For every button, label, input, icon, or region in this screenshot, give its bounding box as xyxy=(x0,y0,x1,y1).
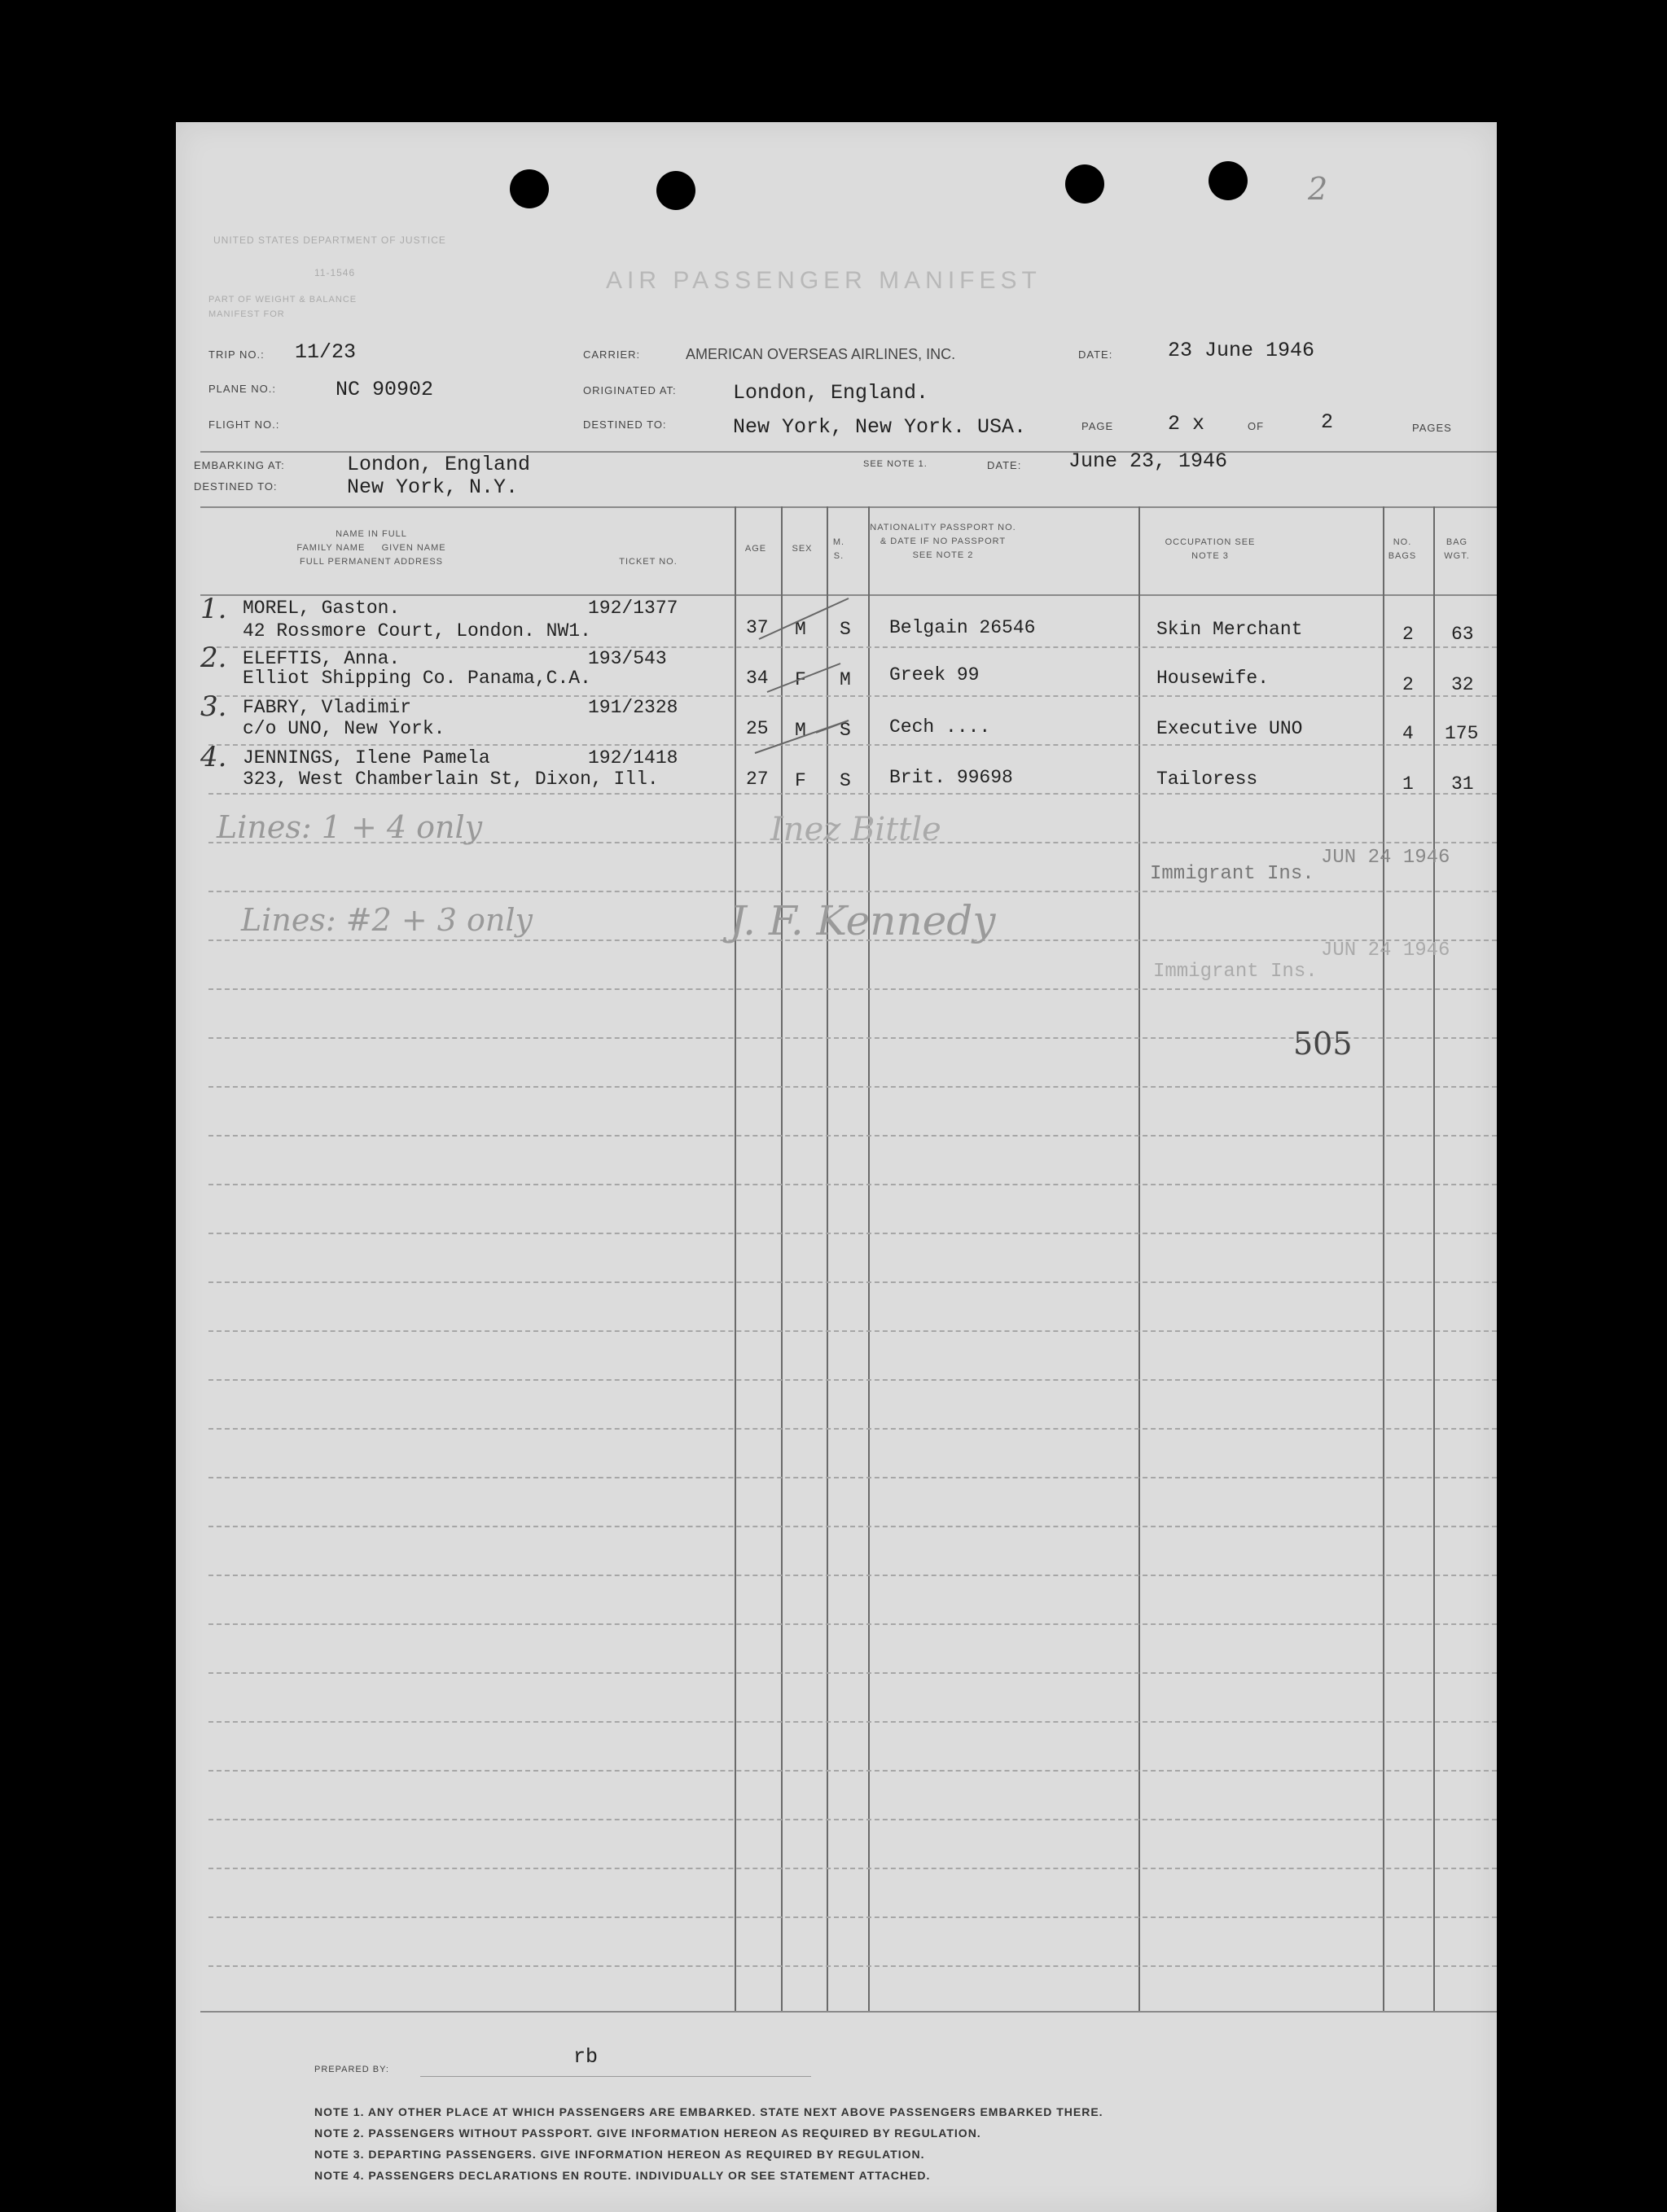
row-rule xyxy=(208,1965,1497,1968)
stamp-number: 505 xyxy=(1293,1026,1353,1062)
punch-hole xyxy=(656,171,695,210)
passenger-age: 25 xyxy=(746,718,769,739)
passenger-sex: M xyxy=(795,619,806,640)
passenger-sex: F xyxy=(795,770,806,791)
trip-no-value: 11/23 xyxy=(295,340,357,364)
column-line xyxy=(1138,506,1140,2011)
table-bottom-border xyxy=(200,2011,1497,2013)
passenger-name: ELEFTIS, Anna. xyxy=(243,648,401,669)
passenger-ticket: 191/2328 xyxy=(588,697,678,718)
passenger-age: 34 xyxy=(746,668,769,689)
plane-no-value: NC 90902 xyxy=(336,378,434,401)
col-ms-header: M. S. xyxy=(832,537,845,561)
passenger-number: 1. xyxy=(200,593,227,625)
column-line xyxy=(735,506,736,2011)
passenger-age: 37 xyxy=(746,617,769,638)
row-rule xyxy=(208,1135,1497,1137)
destined-to-label-2: DESTINED TO: xyxy=(194,480,278,493)
see-note-1: SEE NOTE 1. xyxy=(863,459,928,469)
passenger-number: 3. xyxy=(200,690,227,723)
plane-no-label: PLANE NO.: xyxy=(208,383,276,395)
passenger-sex: M xyxy=(795,720,806,741)
row-rule xyxy=(208,1233,1497,1235)
row-rule xyxy=(208,988,1497,991)
check-mark-icon xyxy=(751,590,865,794)
passenger-bag-wgt: 32 xyxy=(1451,674,1474,695)
col-wgt-header: BAG WGT. xyxy=(1444,537,1470,561)
passenger-ms: S xyxy=(840,770,851,791)
passenger-ticket: 192/1418 xyxy=(588,747,678,769)
punch-hole xyxy=(510,169,549,208)
note-line: NOTE 4. PASSENGERS DECLARATIONS EN ROUTE. INDIVIDUALLY OR SEE STATEMENT ATTACHED. xyxy=(314,2169,931,2182)
passenger-bags: 2 xyxy=(1402,624,1414,645)
page-mark: 2 xyxy=(1308,171,1328,207)
passenger-ms: S xyxy=(840,619,851,640)
passenger-nationality: Brit. 99698 xyxy=(889,767,1013,788)
column-line xyxy=(1383,506,1384,2011)
originated-at-label: ORIGINATED AT: xyxy=(583,384,677,396)
passenger-bag-wgt: 63 xyxy=(1451,624,1474,645)
passenger-bags: 2 xyxy=(1402,674,1414,695)
inspector-signature: J. F. Kennedy xyxy=(730,897,996,944)
col-sex-header: SEX xyxy=(792,544,813,554)
flight-no-label: FLIGHT NO.: xyxy=(208,418,280,431)
passenger-name: JENNINGS, Ilene Pamela xyxy=(243,747,490,769)
destined-to-label: DESTINED TO: xyxy=(583,418,667,431)
passenger-age: 27 xyxy=(746,769,769,790)
passenger-name: MOREL, Gaston. xyxy=(243,598,401,619)
passenger-nationality: Cech .... xyxy=(889,716,991,738)
row-rule xyxy=(208,1623,1497,1626)
row-rule xyxy=(208,1477,1497,1479)
col-ticket-header: TICKET NO. xyxy=(619,557,678,567)
inspector-stamp: Immigrant Ins. xyxy=(1150,863,1314,885)
passenger-ticket: 192/1377 xyxy=(588,598,678,619)
row-rule xyxy=(208,891,1497,893)
manifest-page xyxy=(176,122,1497,2212)
row-rule xyxy=(208,1770,1497,1772)
row-rule xyxy=(208,1721,1497,1724)
originated-at-value: London, England. xyxy=(733,381,929,405)
note-line: NOTE 2. PASSENGERS WITHOUT PASSPORT. GIVE INFORMATION HEREON AS REQUIRED BY REGULATION. xyxy=(314,2127,981,2140)
passenger-occupation: Housewife. xyxy=(1156,668,1270,689)
note-line: NOTE 1. ANY OTHER PLACE AT WHICH PASSENGERS ARE EMBARKED. STATE NEXT ABOVE PASSENGERS EMBARKED THERE. xyxy=(314,2105,1103,2118)
destined-to-value-2: New York, N.Y. xyxy=(347,475,519,499)
stamp-date: JUN 24 1946 xyxy=(1321,940,1450,961)
column-line xyxy=(868,506,870,2011)
of-value: 2 xyxy=(1321,410,1334,434)
embarking-at-value: London, England xyxy=(347,453,531,476)
row-rule xyxy=(208,1575,1497,1577)
agency-line: UNITED STATES DEPARTMENT OF JUSTICE xyxy=(213,234,446,246)
carrier-label: CARRIER: xyxy=(583,348,641,361)
passenger-occupation: Executive UNO xyxy=(1156,718,1303,739)
passenger-occupation: Skin Merchant xyxy=(1156,619,1303,640)
stamp-date: JUN 24 1946 xyxy=(1321,847,1450,869)
row-rule xyxy=(208,1086,1497,1088)
row-rule xyxy=(208,1281,1497,1284)
passenger-bag-wgt: 31 xyxy=(1451,773,1474,795)
row-rule xyxy=(208,1916,1497,1919)
passenger-address: 42 Rossmore Court, London. NW1. xyxy=(243,620,591,642)
punch-hole xyxy=(1065,164,1104,204)
prepared-by-value: rb xyxy=(573,2045,599,2069)
passenger-name: FABRY, Vladimir xyxy=(243,697,412,718)
passenger-address: 323, West Chamberlain St, Dixon, Ill. xyxy=(243,769,659,790)
row-rule xyxy=(208,1330,1497,1333)
passenger-occupation: Tailoress xyxy=(1156,769,1258,790)
date-value-2: June 23, 1946 xyxy=(1068,449,1228,473)
date-value: 23 June 1946 xyxy=(1168,339,1315,362)
table-top-border xyxy=(200,506,1497,508)
handwritten-lines-note: Lines: 1 + 4 only xyxy=(217,809,483,845)
pages-label: PAGES xyxy=(1412,422,1452,434)
row-rule xyxy=(208,1379,1497,1382)
passenger-number: 2. xyxy=(200,642,227,674)
row-rule xyxy=(208,1868,1497,1870)
column-line xyxy=(1433,506,1435,2011)
passenger-nationality: Greek 99 xyxy=(889,664,980,686)
prepared-by-label: PREPARED BY: xyxy=(314,2065,389,2074)
punch-hole xyxy=(1209,161,1248,200)
manifest-for-label: MANIFEST FOR xyxy=(208,309,285,319)
of-label: OF xyxy=(1248,420,1265,432)
passenger-address: c/o UNO, New York. xyxy=(243,718,445,739)
passenger-bag-wgt: 175 xyxy=(1445,723,1479,744)
date-label: DATE: xyxy=(1078,348,1113,361)
passenger-sex: F xyxy=(795,669,806,690)
inspector-stamp: Immigrant Ins. xyxy=(1153,961,1318,983)
trip-no-label: TRIP NO.: xyxy=(208,348,265,361)
embarking-at-label: EMBARKING AT: xyxy=(194,459,285,471)
page-value: 2 x xyxy=(1168,412,1205,436)
page-title: AIR PASSENGER MANIFEST xyxy=(606,267,1042,294)
page-label: PAGE xyxy=(1081,420,1114,432)
col-bags-header: NO. BAGS xyxy=(1388,537,1417,561)
passenger-ms: S xyxy=(840,720,851,741)
col-name-header: NAME IN FULL FAMILY NAME GIVEN NAME FULL PERMANENT ADDRESS xyxy=(296,529,446,567)
part-of-label: PART OF WEIGHT & BALANCE xyxy=(208,295,358,304)
prepared-by-line xyxy=(420,2076,811,2077)
col-occupation-header: OCCUPATION SEE NOTE 3 xyxy=(1165,537,1256,561)
passenger-ticket: 193/543 xyxy=(588,648,667,669)
passenger-bags: 4 xyxy=(1402,723,1414,744)
col-nationality-header: NATIONALITY PASSPORT NO. & DATE IF NO PASSPORT SEE NOTE 2 xyxy=(870,523,1016,560)
inspector-signature: Inez Bittle xyxy=(770,811,941,848)
passenger-number: 4. xyxy=(200,741,227,773)
passenger-nationality: Belgain 26546 xyxy=(889,617,1036,638)
row-rule xyxy=(208,1672,1497,1675)
passenger-bags: 1 xyxy=(1402,773,1414,795)
handwritten-lines-note: Lines: #2 + 3 only xyxy=(241,902,533,938)
passenger-ms: M xyxy=(840,669,851,690)
carrier-value: AMERICAN OVERSEAS AIRLINES, INC. xyxy=(686,346,956,362)
form-number: 11-1546 xyxy=(314,267,356,278)
row-rule xyxy=(208,1428,1497,1430)
passenger-address: Elliot Shipping Co. Panama,C.A. xyxy=(243,668,591,689)
row-rule xyxy=(208,1184,1497,1186)
row-rule xyxy=(208,1819,1497,1821)
note-line: NOTE 3. DEPARTING PASSENGERS. GIVE INFORMATION HEREON AS REQUIRED BY REGULATION. xyxy=(314,2148,925,2161)
date-label-2: DATE: xyxy=(987,459,1022,471)
col-age-header: AGE xyxy=(744,544,767,554)
destined-to-value: New York, New York. USA. xyxy=(733,415,1027,439)
row-rule xyxy=(208,1526,1497,1528)
